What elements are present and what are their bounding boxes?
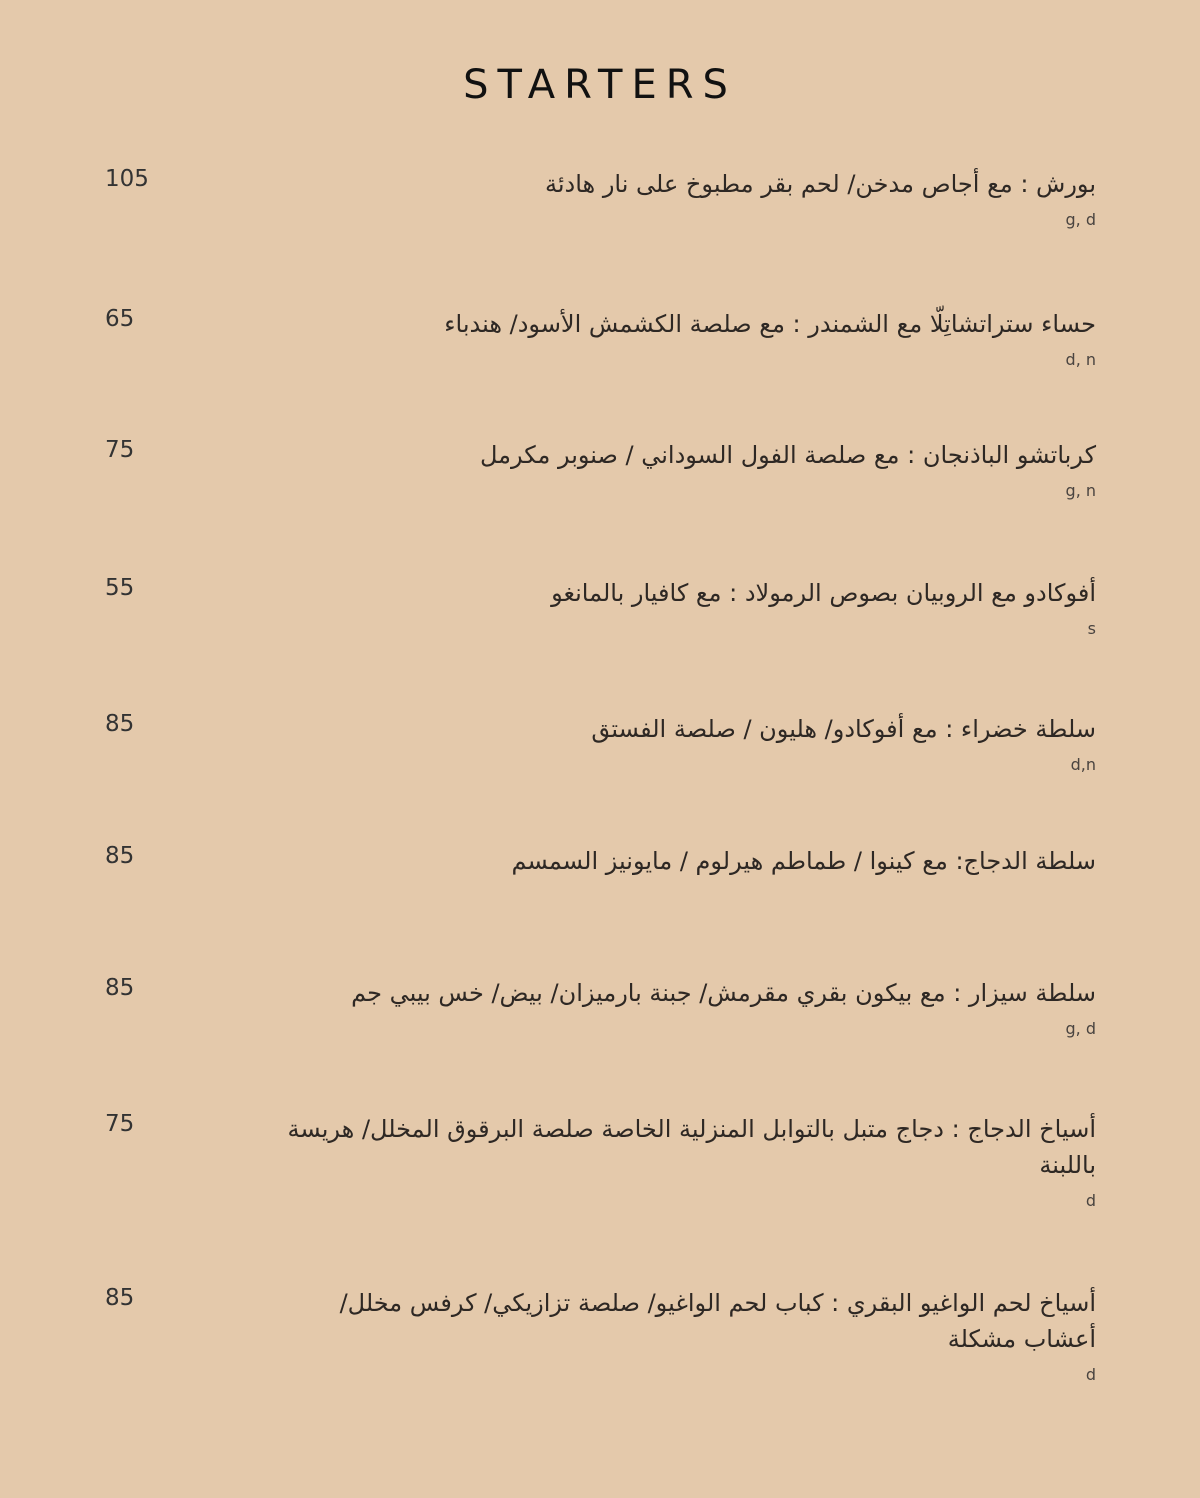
menu-item-text: [276, 306, 1096, 370]
menu-item-description: كرباتشو الباذنجان : مع صلصة الفول السوداني / صنوبر مكرمل: [479, 441, 1096, 469]
menu-item-text: [276, 711, 1096, 775]
menu-item-price: 85: [105, 975, 135, 1001]
menu-item-allergens: d,n: [1070, 755, 1096, 774]
menu-item-allergens: s: [1087, 619, 1096, 638]
menu-item-price: 75: [105, 1111, 135, 1137]
menu-item-allergens: g, d: [1065, 210, 1096, 229]
menu-item-text: [276, 843, 1096, 887]
menu-item-price: 105: [105, 166, 149, 192]
menu-item-description: سلطة سيزار : مع بيكون بقري مقرمش/ جبنة بارميزان/ بيض/ خس بيبي جم: [351, 979, 1096, 1007]
menu-item-text: [276, 166, 1096, 230]
menu-item-allergens: d: [1085, 1365, 1096, 1384]
menu-item-text: [276, 1111, 1096, 1211]
menu-item-description: حساء ستراتشاتِلّا مع الشمندر : مع صلصة الكشمش الأسود/ هندباء: [444, 310, 1096, 338]
menu-item-text: [276, 975, 1096, 1039]
menu-item-text: [276, 1285, 1096, 1385]
menu-item-allergens: d, n: [1065, 350, 1096, 369]
menu-item-allergens: g, d: [1065, 1019, 1096, 1038]
menu-item-description: أفوكادو مع الروبيان بصوص الرمولاد : مع كافيار بالمانغو: [551, 579, 1096, 607]
menu-item-allergens: d: [1085, 1191, 1096, 1210]
menu-item-description: سلطة الدجاج: مع كينوا / طماطم هيرلوم / مايونيز السمسم: [511, 847, 1096, 875]
menu-item-price: 75: [105, 437, 135, 463]
menu-item-price: 85: [105, 1285, 135, 1311]
page-title: STARTERS: [463, 62, 737, 108]
menu-item-description: بورش : مع أجاص مدخن/ لحم بقر مطبوخ على نار هادئة: [544, 170, 1096, 198]
menu-item-price: 85: [105, 843, 135, 869]
menu-item-price: 85: [105, 711, 135, 737]
menu-item-description: سلطة خضراء : مع أفوكادو/ هليون / صلصة الفستق: [591, 715, 1096, 743]
menu-item-text: [276, 575, 1096, 639]
menu-item-price: 65: [105, 306, 135, 332]
menu-item-text: [276, 437, 1096, 501]
menu-item-description: أسياخ لحم الواغيو البقري : كباب لحم الواغيو/ صلصة تزازيكي/ كرفس مخلل/ أعشاب مشكلة: [339, 1289, 1096, 1353]
menu-item-price: 55: [105, 575, 135, 601]
menu-item-allergens: g, n: [1065, 481, 1096, 500]
menu-item-description: أسياخ الدجاج : دجاج متبل بالتوابل المنزلية الخاصة صلصة البرقوق المخلل/ هريسة باللبنة: [287, 1115, 1096, 1179]
